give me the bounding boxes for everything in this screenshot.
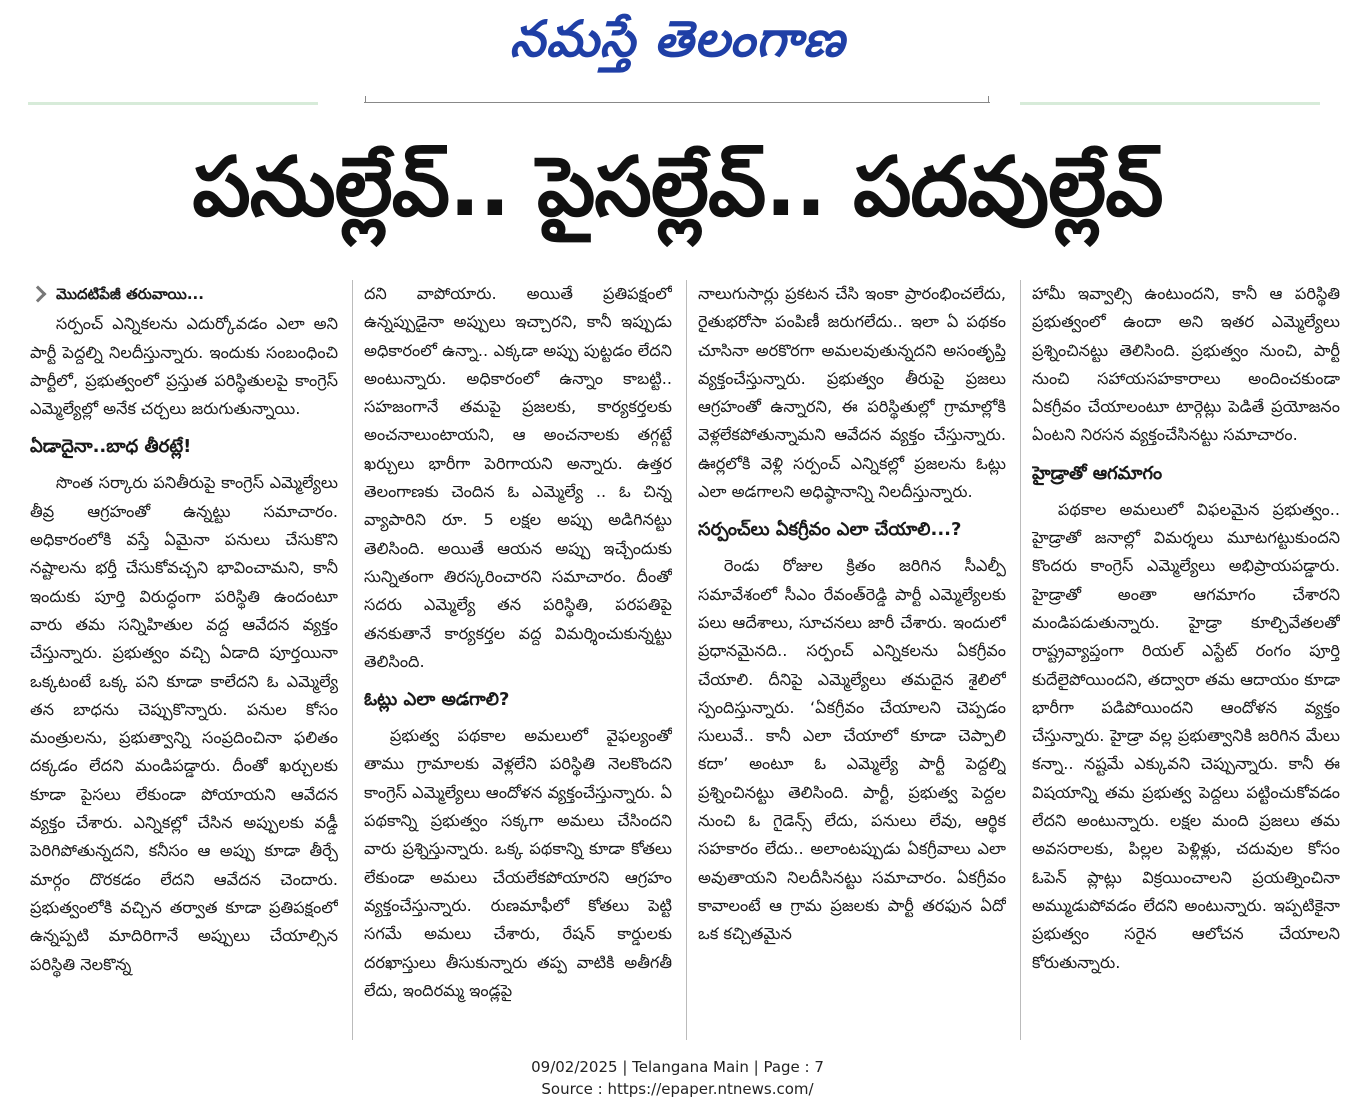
- column-divider: [352, 280, 353, 1040]
- subheading: హైడ్రాతో ఆగమాగం: [1032, 462, 1163, 484]
- headline: పనుల్లేవ్.. పైసల్లేవ్.. పదవుల్లేవ్: [192, 140, 1163, 235]
- column-4: [1032, 280, 1340, 1040]
- paragraph: సర్పంచ్ ఎన్నికలను ఎదుర్కోవడం ఎలా అని పార్టీ పెద్దల్ని నిలదీస్తున్నారు. ఇందుకు సంబంధించి పార్టీలో, ప్రభుత్వంలో ప్రస్తుత పరిస్థితులపై కాంగ్రెస్ ఎమ్మెల్యేల్లో అనేక చర్చలు జరుగుతున్నాయి.: [30, 314, 338, 419]
- subheading: ఓట్లు ఎలా అడగాలి?: [364, 689, 510, 711]
- column-3-blocks: [698, 280, 1006, 949]
- rule-center: [364, 102, 990, 103]
- paragraph: రెండు రోజుల క్రితం జరిగిన సీఎల్పీ సమావేశంలో సీఎం రేవంత్‌రెడ్డి పార్టీ ఎమ్మెల్యేలకు పలు ఆదేశాలు, సూచనలు జారీ చేశారు. ఇందులో ప్రధానమైనది.. సర్పంచ్ ఎన్నికలను ఏకగ్రీవం చేయాలి. దీనిపై ఎమ్మెల్యేలు తమదైన శైలిలో స్పందిస్తున్నారు. ‘ఏకగ్రీవం చేయాలని చెప్పడం సులువే.. కానీ ఎలా చేయాలో కూడా చెప్పాలి కదా’ అంటూ ఓ ఎమ్మెల్యే పార్టీ పెద్దల్ని ప్రశ్నించినట్టు తెలిసింది. పార్టీ, ప్రభుత్వ పెద్దల నుంచి ఓ గైడెన్స్ లేదు, పనులు లేవు, ఆర్థిక సహకారం లేదు.. అలాంటప్పుడు ఏకగ్రీవాలు ఎలా అవుతాయని నిలదీసినట్టు సమాచారం. ఏకగ్రీవం కావాలంటే ఆ గ్రామ ప్రజలకు పార్టీ తరఫున ఏదో ఒక కచ్చితమైన: [698, 556, 1006, 944]
- column-1: [30, 280, 338, 1040]
- paragraph: పథకాల అమలులో విఫలమైన ప్రభుత్వం.. హైడ్రాతో జనాల్లో విమర్శలు మూటగట్టుకుందని కొందరు కాంగ్రెస్ ఎమ్మెల్యేలు అభిప్రాయపడ్డారు. హైడ్రాతో అంతా ఆగమాగం చేశారని మండిపడుతున్నారు. హైడ్రా కూల్చివేతలతో రాష్ట్రవ్యాప్తంగా రియల్ ఎస్టేట్ రంగం పూర్తి కుదేలైపోయిందని, తద్వారా తమ ఆదాయం కూడా భారీగా పడిపోయిందని ఆందోళన వ్యక్తం చేస్తున్నారు. హైడ్రా వల్ల ప్రభుత్వానికి జరిగిన మేలు కన్నా.. నష్టమే ఎక్కువని చెప్పున్నారు. కానీ ఈ విషయాన్ని తమ ప్రభుత్వ పెద్దలు పట్టించుకోవడం లేదని అంటున్నారు. లక్షల మంది ప్రజలు తమ అవసరాలకు, పిల్లల పెళ్లిళ్లు, చదువుల కోసం ఓపెన్ ప్లాట్లు విక్రయించాలని ప్రయత్నించినా అమ్ముడుపోవడం లేదని అంటున్నారు. ఇప్పటికైనా ప్రభుత్వం సరైన ఆలోచన చేయాలని కోరుతున్నారు.: [1032, 499, 1340, 972]
- chevron-right-icon: [30, 286, 46, 303]
- masthead: నమస్తే తెలంగాణ: [509, 10, 846, 68]
- continued-kicker: [30, 280, 338, 308]
- paragraph: దని వాపోయారు. అయితే ప్రతిపక్షంలో ఉన్నప్పుడైనా అప్పులు ఇచ్చారని, కానీ ఇప్పుడు అధికారంలో ఉన్నా.. ఎక్కడా అప్పు పుట్టడం లేదని అంటున్నారు. అధికారంలో ఉన్నాం కాబట్టి.. సహజంగానే తమపై ప్రజలకు, కార్యకర్తలకు అంచనాలుంటాయని, ఆ అంచనాలకు తగ్గట్టే ఖర్చులు భారీగా పెరిగాయని అన్నారు. ఉత్తర తెలంగాణకు చెందిన ఓ ఎమ్మెల్యే .. ఓ చిన్న వ్యాపారిని రూ. 5 లక్షల అప్పు అడిగినట్టు తెలిసింది. అయితే ఆయన అప్పు ఇచ్చేందుకు సున్నితంగా తిరస్కరించారని సమాచారం. దీంతో సదరు ఎమ్మెల్యే తన పరిస్థితి, పరపతిపై తనకుతానే కార్యకర్తల వద్ద విమర్శించుకున్నట్టు తెలిసింది.: [364, 284, 672, 671]
- rule-left: [28, 102, 318, 105]
- subheading: ఏడాదైనా..బాధ తీరట్లే!: [30, 436, 192, 458]
- paragraph: సొంత సర్కారు పనితీరుపై కాంగ్రెస్ ఎమ్మెల్యేలు తీవ్ర ఆగ్రహంతో ఉన్నట్టు సమాచారం. అధికారంలోకి వస్తే ఏమైనా పనులు చేసుకొని నష్టాలను భర్తీ చేసుకోవచ్చని భావించామని, కానీ ఇందుకు పూర్తి విరుద్ధంగా పరిస్థితి ఉందంటూ వారు తమ సన్నిహితుల వద్ద ఆవేదన వ్యక్తం చేస్తున్నారు. ప్రభుత్వం వచ్చి ఏడాది పూర్తయినా ఒక్కటంటే ఒక్క పని కూడా కాలేదని ఓ ఎమ్మెల్యే తన బాధను చెప్పుకొన్నారు. పనుల కోసం మంత్రులను, ప్రభుత్వాన్ని సంప్రదించినా ఫలితం దక్కడం లేదని మండిపడ్డారు. దీంతో ఖర్చులకు కూడా పైసలు లేకుండా పోయాయని ఆవేదన వ్యక్తం చేశారు. ఎన్నికల్లో చేసిన అప్పులకు వడ్డీ పెరిగిపోతున్నదని, కనీసం ఆ అప్పు కూడా తీర్చే మార్గం దొరకడం లేదని ఆవేదన చెందారు. ప్రభుత్వంలోకి వచ్చిన తర్వాత కూడా ప్రతిపక్షంలో ఉన్నప్పటి మాదిరిగానే అప్పులు చేయాల్సిన పరిస్థితి నెలకొన్న: [30, 473, 338, 974]
- paragraph: హామీ ఇవ్వాల్సి ఉంటుందని, కానీ ఆ పరిస్థితి ప్రభుత్వంలో ఉందా అని ఇతర ఎమ్మెల్యేలు ప్రశ్నించినట్టు తెలిసింది. ప్రభుత్వం నుంచి, పార్టీ నుంచి సహాయసహకారాలు అందించకుండా ఏకగ్రీవం చేయాలంటూ టార్గెట్లు పెడితే ప్రయోజనం ఏంటని నిరసన వ్యక్తంచేసినట్టు సమాచారం.: [1032, 284, 1340, 445]
- subheading: సర్పంచ్‌లు ఏకగ్రీవం ఎలా చేయాలి...?: [698, 519, 962, 541]
- column-divider: [1020, 280, 1021, 1040]
- paragraph: నాలుగుసార్లు ప్రకటన చేసి ఇంకా ప్రారంభించలేదు, రైతుభరోసా పంపిణీ జరుగలేదు.. ఇలా ఏ పథకం చూసినా అరకొరగా అమలవుతున్నదని అసంతృప్తి వ్యక్తంచేస్తున్నారు. ప్రభుత్వం తీరుపై ప్రజలు ఆగ్రహంతో ఉన్నారని, ఈ పరిస్థితుల్లో గ్రామాల్లోకి వెళ్లలేకపోతున్నామని ఆవేదన వ్యక్తం చేస్తున్నారు. ఊర్లలోకి వెళ్లి సర్పంచ్ ఎన్నికల్లో ప్రజలను ఓట్లు ఎలా అడగాలని అధిష్ఠానాన్ని నిలదీస్తున్నారు.: [698, 284, 1006, 502]
- column-3: [698, 280, 1006, 1040]
- column-2: [364, 280, 672, 1040]
- column-1-blocks: [30, 310, 338, 979]
- article-body: [30, 280, 1340, 1040]
- footer-date-line: 09/02/2025 | Telangana Main | Page : 7: [531, 1058, 824, 1076]
- rule-right: [1020, 102, 1320, 105]
- footer-source-line: Source : https://epaper.ntnews.com/: [541, 1080, 814, 1098]
- column-2-blocks: [364, 280, 672, 1005]
- column-4-blocks: [1032, 280, 1340, 977]
- column-divider: [686, 280, 687, 1040]
- kicker-text: మొదటిపేజీ తరువాయి...: [56, 285, 204, 303]
- paragraph: ప్రభుత్వ పథకాల అమలులో వైఫల్యంతో తాము గ్రామాలకు వెళ్లలేని పరిస్థితి నెలకొందని కాంగ్రెస్ ఎమ్మెల్యేలు ఆందోళన వ్యక్తంచేస్తున్నారు. ఏ పథకాన్ని ప్రభుత్వం సక్కగా అమలు చేసిందని వారు ప్రశ్నిస్తున్నారు. ఒక్క పథకాన్ని కూడా కోతలు లేకుండా అమలు చేయలేకపోయారని ఆగ్రహం వ్యక్తంచేస్తున్నారు. రుణమాఫీలో కోతలు పెట్టి సగమే అమలు చేశారు, రేషన్ కార్డులకు దరఖాస్తులు తీసుకున్నారు తప్ప వాటికి అతీగతీ లేదు, ఇందిరమ్మ ఇండ్లపై: [364, 726, 672, 1000]
